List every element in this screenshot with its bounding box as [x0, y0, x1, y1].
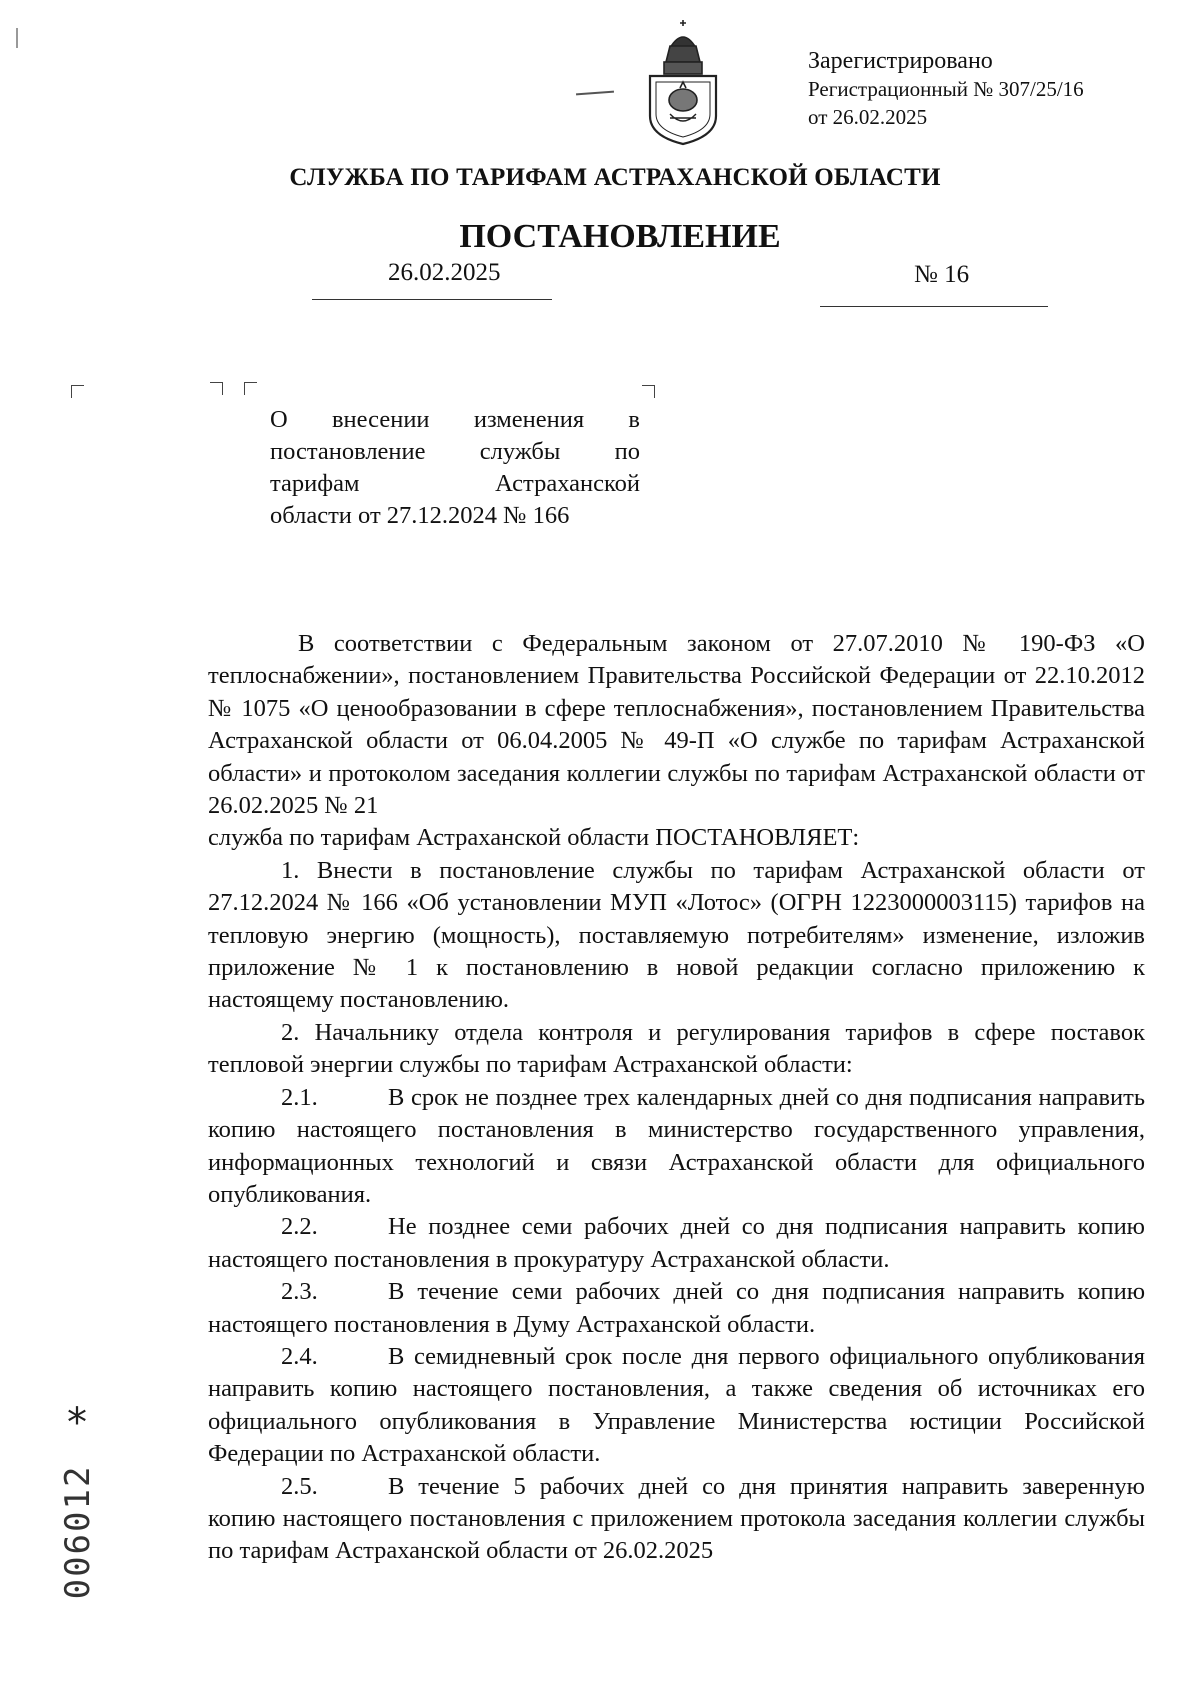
subitem-number: 2.5.: [281, 1472, 318, 1500]
subitem-2-2: [208, 1211, 1145, 1276]
decree-line: служба по тарифам Астраханской области ПОСТАНОВЛЯЕТ:: [208, 824, 860, 852]
subitem-number: 2.3.: [281, 1278, 318, 1306]
registration-title: Зарегистрировано: [808, 48, 993, 74]
corner-mark: [210, 382, 223, 395]
coat-of-arms-emblem: [640, 18, 726, 148]
subitem-2-5: [208, 1471, 1145, 1568]
subitem-2-3: [208, 1276, 1145, 1341]
registration-number: Регистрационный № 307/25/16: [808, 77, 1084, 101]
subitem-2-1: [208, 1082, 1145, 1212]
stamp-asterisk: *: [67, 1400, 87, 1446]
subitem-number: 2.1.: [281, 1083, 318, 1111]
scan-dash: [576, 91, 614, 96]
corner-mark: [642, 385, 655, 398]
corner-mark: [244, 382, 257, 395]
subitem-text: В срок не позднее трех календарных дней со дня подписания направить копию настоящего постановления в министерство государственного управления, информационных технологий и связи Астраханской области для официального опубликования.: [208, 1083, 1145, 1208]
document-body: [208, 628, 1145, 1568]
item-1: 1. Внести в постановление службы по тарифам Астраханской области от 27.12.2024 № 166 «Об установлении МУП «Лотос» (ОГРН 1223000003115) тарифов на тепловую энергию (мощность), поставляемую потребителям» изменение, изложив приложение № 1 к постановлению в новой редакции согласно приложению к настоящему постановлению.: [208, 856, 1145, 1014]
date-underline: [312, 299, 552, 300]
document-date: 26.02.2025: [388, 259, 501, 286]
preamble-paragraph: В соответствии с Федеральным законом от 27.07.2010 № 190-ФЗ «О теплоснабжении», постановлением Правительства Российской Федерации от 22.10.2012 № 1075 «О ценообразовании в сфере теплоснабжения», постановлением Правительства Астраханской области от 06.04.2005 № 49-П «О службе по тарифам Астраханской области» и протоколом заседания коллегии службы по тарифам Астраханской области от 26.02.2025 № 21: [208, 630, 1145, 820]
stamp-code: 006012: [58, 1464, 98, 1600]
subitem-number: 2.4.: [281, 1342, 318, 1370]
subitem-number: 2.2.: [281, 1213, 318, 1241]
subject-line: О внесении изменения в: [270, 406, 640, 433]
subitem-2-4: [208, 1341, 1145, 1471]
number-underline: [820, 306, 1048, 307]
corner-mark: [71, 385, 84, 398]
subject-line: постановление службы по: [270, 438, 640, 465]
subject-line: тарифам Астраханской: [270, 470, 640, 497]
subitem-text: В течение 5 рабочих дней со дня принятия направить заверенную копию настоящего постановления с приложением протокола заседания коллегии службы по тарифам Астраханской области от 26.02.2025: [208, 1472, 1145, 1565]
document-subject: [270, 404, 640, 532]
registration-stamp: [808, 47, 1084, 131]
subitem-text: В семидневный срок после дня первого официального опубликования направить копию настоящего постановления, а также сведения об источниках его официального опубликования в Управление Министерства юстиции Российской Федерации по Астраханской области.: [208, 1342, 1145, 1468]
document-number: № 16: [914, 261, 970, 288]
item-2: 2. Начальнику отдела контроля и регулирования тарифов в сфере поставок тепловой энергии службы по тарифам Астраханской области:: [208, 1018, 1145, 1079]
subitem-text: Не позднее семи рабочих дней со дня подписания направить копию настоящего постановления в прокуратуру Астраханской области.: [208, 1213, 1145, 1273]
document-type: ПОСТАНОВЛЕНИЕ: [459, 218, 781, 255]
margin-code-stamp: [42, 1400, 112, 1610]
subitem-text: В течение семи рабочих дней со дня подписания направить копию настоящего постановления в Думу Астраханской области.: [208, 1278, 1145, 1338]
subject-line: области от 27.12.2024 № 166: [270, 502, 570, 529]
agency-name: СЛУЖБА ПО ТАРИФАМ АСТРАХАНСКОЙ ОБЛАСТИ: [289, 164, 941, 191]
registration-date: от 26.02.2025: [808, 105, 928, 129]
scan-mark: [16, 28, 18, 48]
